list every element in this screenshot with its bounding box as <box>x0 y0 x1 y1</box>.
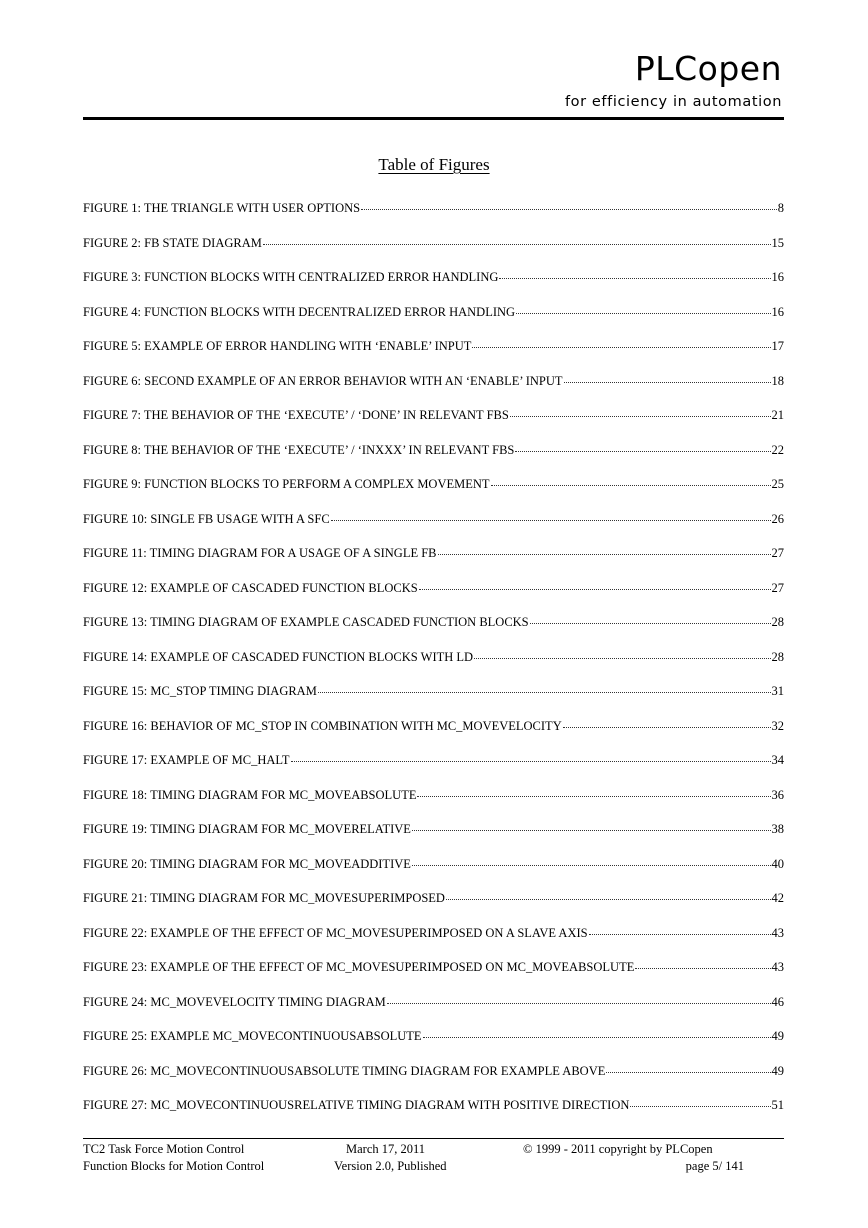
toc-entry-page: 16 <box>771 304 784 319</box>
toc-dot-leader <box>446 899 771 900</box>
brand-logo-text: PLCopen <box>634 49 782 88</box>
toc-entry-label: FIGURE 5: EXAMPLE OF ERROR HANDLING WITH ‘ENABLE’ INPUT <box>83 339 472 353</box>
toc-entry[interactable] <box>83 650 784 685</box>
toc-entry-page: 22 <box>771 442 784 457</box>
toc-dot-leader <box>419 589 771 590</box>
toc-entry[interactable] <box>83 822 784 857</box>
toc-dot-leader <box>563 727 771 728</box>
toc-entry-page: 49 <box>771 1063 784 1078</box>
toc-entry[interactable] <box>83 1098 784 1133</box>
toc-entry-label: FIGURE 21: TIMING DIAGRAM FOR MC_MOVESUPERIMPOSED <box>83 891 445 905</box>
toc-entry-label: FIGURE 8: THE BEHAVIOR OF THE ‘EXECUTE’ / ‘INXXX’ IN RELEVANT FBS <box>83 442 515 457</box>
toc-entry-page: 27 <box>771 546 784 560</box>
toc-entry-page: 40 <box>771 856 784 871</box>
toc-dot-leader <box>515 451 770 452</box>
toc-dot-leader <box>318 692 771 693</box>
toc-dot-leader <box>474 658 770 659</box>
toc-entry[interactable] <box>83 960 784 995</box>
brand-tagline: for efficiency in automation <box>564 94 782 110</box>
toc-entry-page: 16 <box>771 270 784 284</box>
toc-entry-label: FIGURE 16: BEHAVIOR OF MC_STOP IN COMBINATION WITH MC_MOVEVELOCITY <box>83 718 562 733</box>
toc-entry[interactable] <box>83 615 784 650</box>
toc-entry[interactable] <box>83 477 784 512</box>
toc-entry[interactable] <box>83 1064 784 1099</box>
toc-dot-leader <box>423 1037 771 1038</box>
toc-dot-leader <box>491 485 771 486</box>
toc-entry-label: FIGURE 20: TIMING DIAGRAM FOR MC_MOVEADDITIVE <box>83 856 411 871</box>
toc-entry-page: 38 <box>771 822 784 836</box>
footer-org-line2: Function Blocks for Motion Control <box>83 1159 265 1173</box>
toc-entry-label: FIGURE 14: EXAMPLE OF CASCADED FUNCTION BLOCKS WITH LD <box>83 649 474 664</box>
toc-dot-leader <box>472 347 770 348</box>
toc-dot-leader <box>589 934 771 935</box>
toc-entry-label: FIGURE 6: SECOND EXAMPLE OF AN ERROR BEHAVIOR WITH AN ‘ENABLE’ INPUT <box>83 373 563 388</box>
toc-dot-leader <box>331 520 771 521</box>
toc-entry-label: FIGURE 24: MC_MOVEVELOCITY TIMING DIAGRAM <box>83 994 386 1009</box>
toc-dot-leader <box>291 761 771 762</box>
footer-page-number: page 5/ 141 <box>685 1159 744 1173</box>
toc-heading-text: Table of Figures <box>378 155 490 174</box>
toc-dot-leader <box>530 623 771 624</box>
toc-entry-label: FIGURE 13: TIMING DIAGRAM OF EXAMPLE CASCADED FUNCTION BLOCKS <box>83 615 529 629</box>
toc-entry-page: 49 <box>771 1029 784 1043</box>
toc-entry-page: 32 <box>771 718 784 733</box>
toc-dot-leader <box>606 1072 770 1073</box>
toc-dot-leader <box>438 554 771 555</box>
toc-entry[interactable] <box>83 201 784 236</box>
toc-entry-label: FIGURE 26: MC_MOVECONTINUOUSABSOLUTE TIMING DIAGRAM FOR EXAMPLE ABOVE <box>83 1063 606 1078</box>
toc-dot-leader <box>387 1003 771 1004</box>
toc-entry[interactable] <box>83 788 784 823</box>
toc-entry-label: FIGURE 27: MC_MOVECONTINUOUSRELATIVE TIMING DIAGRAM WITH POSITIVE DIRECTION <box>83 1098 630 1112</box>
toc-entry-page: 34 <box>771 753 784 767</box>
toc-entry-label: FIGURE 4: FUNCTION BLOCKS WITH DECENTRALIZED ERROR HANDLING <box>83 304 516 319</box>
toc-entry-label: FIGURE 7: THE BEHAVIOR OF THE ‘EXECUTE’ / ‘DONE’ IN RELEVANT FBS <box>83 408 509 422</box>
toc-entry-page: 26 <box>771 511 784 526</box>
toc-entry-label: FIGURE 2: FB STATE DIAGRAM <box>83 235 262 250</box>
toc-entry[interactable] <box>83 1029 784 1064</box>
toc-entry-page: 8 <box>777 201 784 215</box>
toc-entry-page: 25 <box>771 477 784 491</box>
toc-entry-label: FIGURE 12: EXAMPLE OF CASCADED FUNCTION BLOCKS <box>83 580 418 595</box>
toc-entry-page: 15 <box>771 235 784 250</box>
toc-entry-page: 27 <box>771 580 784 595</box>
toc-entry-label: FIGURE 3: FUNCTION BLOCKS WITH CENTRALIZED ERROR HANDLING <box>83 270 499 284</box>
toc-entry-page: 28 <box>771 649 784 664</box>
toc-dot-leader <box>412 830 771 831</box>
toc-entry[interactable] <box>83 891 784 926</box>
toc-entry-label: FIGURE 9: FUNCTION BLOCKS TO PERFORM A COMPLEX MOVEMENT <box>83 477 490 491</box>
toc-dot-leader <box>412 865 771 866</box>
toc-entry-page: 46 <box>771 994 784 1009</box>
toc-entry[interactable] <box>83 581 784 616</box>
toc-dot-leader <box>564 382 771 383</box>
toc-entry[interactable] <box>83 305 784 340</box>
toc-entry-page: 42 <box>771 891 784 905</box>
toc-entry-page: 51 <box>771 1098 784 1112</box>
header-divider <box>83 117 784 120</box>
toc-entry[interactable] <box>83 719 784 754</box>
toc-entry[interactable] <box>83 408 784 443</box>
toc-entry-page: 43 <box>771 960 784 974</box>
toc-entry-label: FIGURE 10: SINGLE FB USAGE WITH A SFC <box>83 511 330 526</box>
toc-dot-leader <box>263 244 771 245</box>
toc-entry-label: FIGURE 17: EXAMPLE OF MC_HALT <box>83 753 290 767</box>
toc-entry-label: FIGURE 23: EXAMPLE OF THE EFFECT OF MC_MOVESUPERIMPOSED ON MC_MOVEABSOLUTE <box>83 960 635 974</box>
toc-entry[interactable] <box>83 339 784 374</box>
toc-entry[interactable] <box>83 684 784 719</box>
footer-org-line1: TC2 Task Force Motion Control <box>83 1142 245 1156</box>
toc-entry-label: FIGURE 25: EXAMPLE MC_MOVECONTINUOUSABSOLUTE <box>83 1029 422 1043</box>
toc-entry-page: 43 <box>771 925 784 940</box>
toc-entry[interactable] <box>83 512 784 547</box>
toc-entry[interactable] <box>83 236 784 271</box>
footer-copyright: © 1999 - 2011 copyright by PLCopen <box>523 1142 713 1156</box>
toc-entry[interactable] <box>83 443 784 478</box>
toc-entry-label: FIGURE 1: THE TRIANGLE WITH USER OPTIONS <box>83 201 361 215</box>
toc-entry[interactable] <box>83 374 784 409</box>
footer-date: March 17, 2011 <box>346 1142 426 1156</box>
toc-entry[interactable] <box>83 270 784 305</box>
toc-entry-page: 31 <box>771 684 784 698</box>
toc-entry-label: FIGURE 11: TIMING DIAGRAM FOR A USAGE OF A SINGLE FB <box>83 546 437 560</box>
toc-dot-leader <box>635 968 770 969</box>
toc-dot-leader <box>510 416 771 417</box>
toc-entry[interactable] <box>83 753 784 788</box>
toc-entry-label: FIGURE 18: TIMING DIAGRAM FOR MC_MOVEABSOLUTE <box>83 787 417 802</box>
toc-dot-leader <box>499 278 770 279</box>
toc-entry-label: FIGURE 22: EXAMPLE OF THE EFFECT OF MC_MOVESUPERIMPOSED ON A SLAVE AXIS <box>83 925 588 940</box>
toc-heading <box>0 156 868 173</box>
toc-dot-leader <box>417 796 770 797</box>
toc-entry[interactable] <box>83 995 784 1030</box>
toc-dot-leader <box>361 209 777 210</box>
toc-dot-leader <box>516 313 770 314</box>
footer-divider <box>83 1138 784 1139</box>
toc-entry-page: 17 <box>771 339 784 353</box>
toc-entry-page: 21 <box>771 408 784 422</box>
toc-entry-page: 28 <box>771 615 784 629</box>
toc-entry[interactable] <box>83 926 784 961</box>
toc-list <box>83 201 784 1133</box>
toc-entry[interactable] <box>83 857 784 892</box>
toc-entry-label: FIGURE 19: TIMING DIAGRAM FOR MC_MOVERELATIVE <box>83 822 411 836</box>
toc-dot-leader <box>630 1106 770 1107</box>
footer-version: Version 2.0, Published <box>334 1159 447 1173</box>
toc-entry-page: 36 <box>771 787 784 802</box>
toc-entry-page: 18 <box>771 373 784 388</box>
toc-entry[interactable] <box>83 546 784 581</box>
toc-entry-label: FIGURE 15: MC_STOP TIMING DIAGRAM <box>83 684 317 698</box>
